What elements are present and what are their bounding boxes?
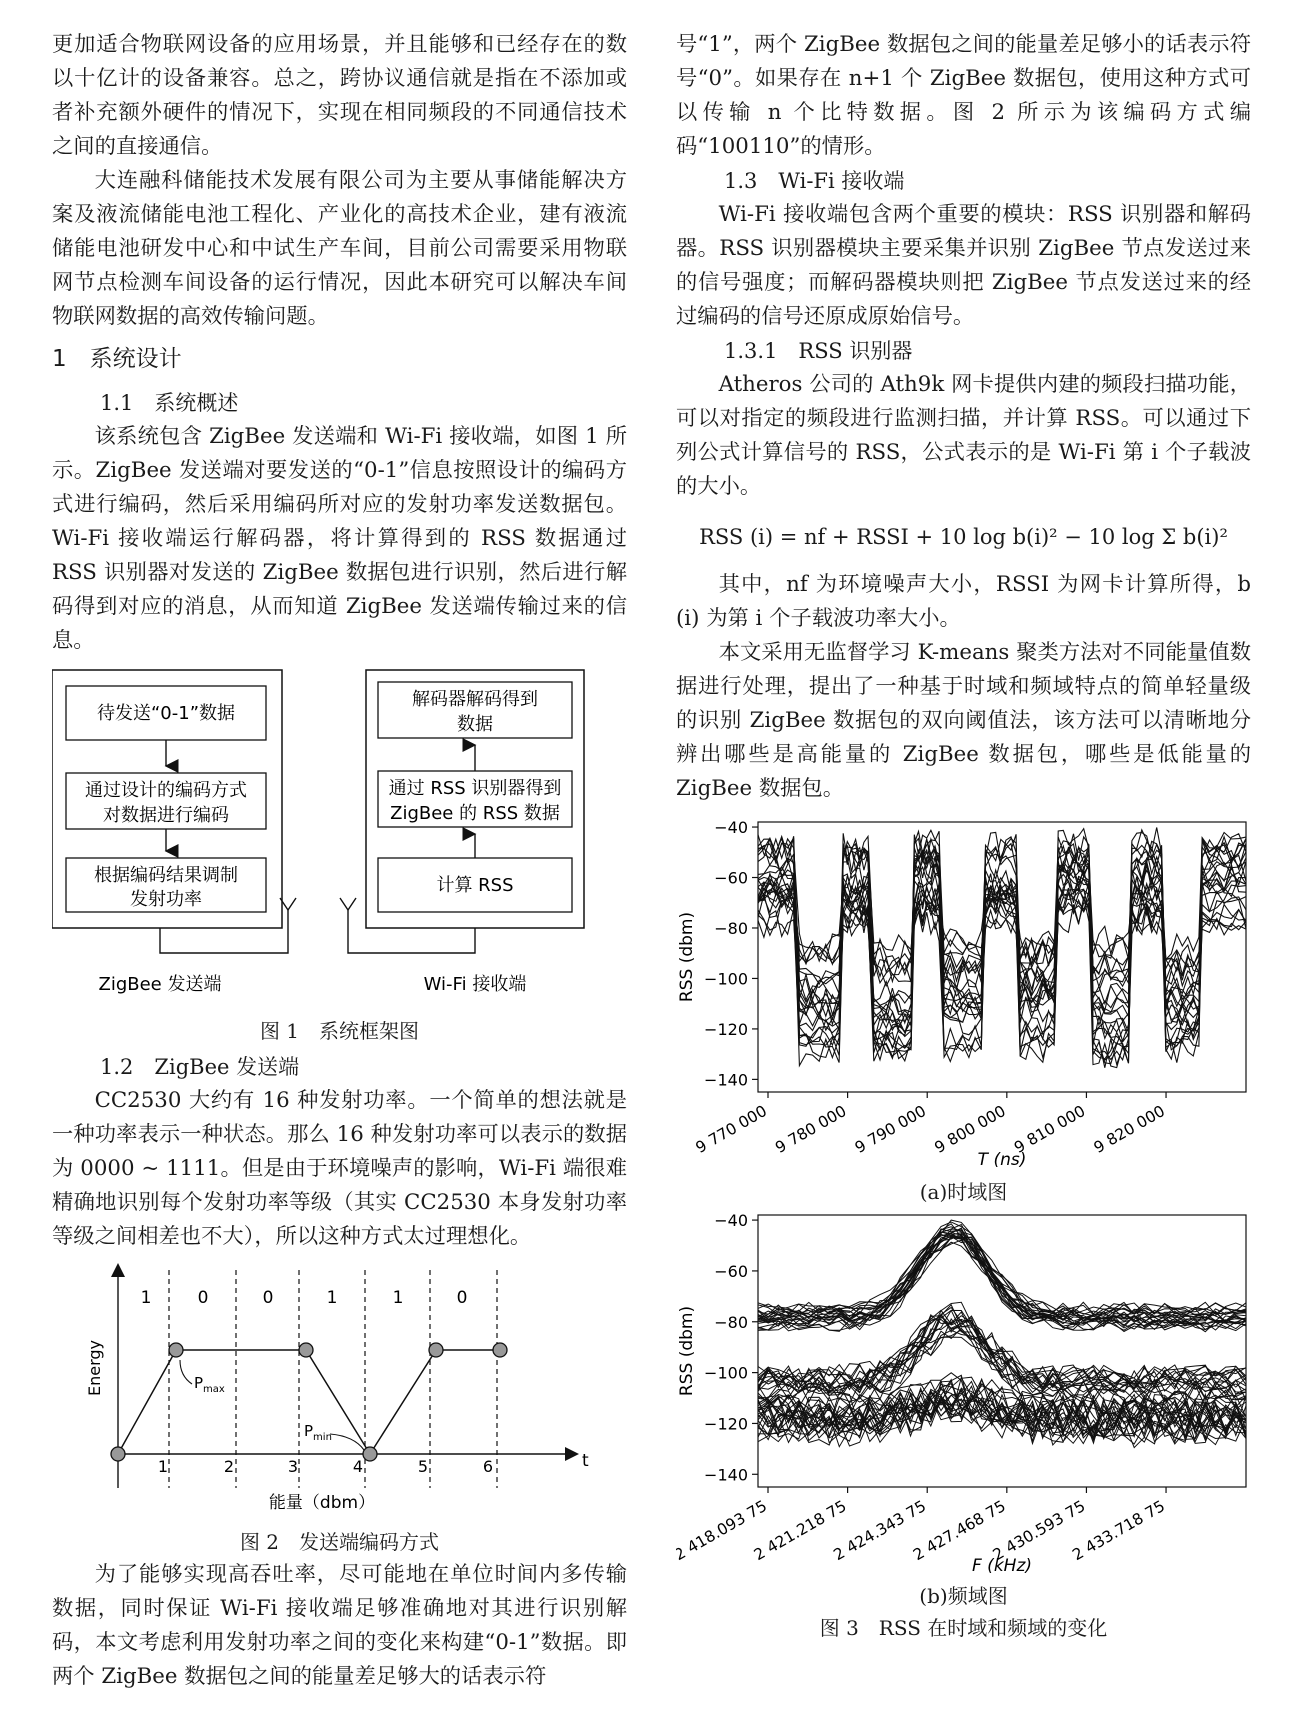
bit-label: 0 (456, 1288, 468, 1308)
antenna-icon (340, 898, 356, 910)
subfigure-caption: (a)时域图 (919, 1180, 1008, 1204)
y-axis-label: RSS (dbm) (677, 1305, 697, 1397)
tick-label: 3 (287, 1457, 299, 1476)
paragraph: Atheros 公司的 Ath9k 网卡提供内建的频段扫描功能，可以对指定的频段进行监测扫描，并计算 RSS。可以通过下列公式计算信号的 RSS，公式表示的是 Wi-Fi 第 i 个子载波的大小。 (676, 372, 1251, 499)
paragraph: 该系统包含 ZigBee 发送端和 Wi-Fi 接收端，如图 1 所示。ZigBee 发送端对要发送的“0-1”信息按照设计的编码方式进行编码，然后采用编码所对应的发射功率发送数据包。Wi-Fi 接收端运行解码器，将计算得到的 RSS 数据通过 RSS 识别器对发送的 ZigBee 数据包进行识别，然后进行解码得到对应的消息，从而知道 ZigBee 发送端传输过来的信息。 (52, 424, 627, 653)
y-tick-label: −40 (714, 1211, 748, 1231)
box-decode-label: 解码器解码得到 (412, 689, 538, 710)
subsubsection-heading: 1.3.1 RSS 识别器 (724, 339, 913, 363)
rss-series-line (758, 828, 1246, 1060)
box-rss-label: ZigBee 的 RSS 数据 (390, 803, 560, 824)
subsection-heading: 1.3 Wi-Fi 接收端 (724, 169, 905, 193)
paragraph: 其中，nf 为环境噪声大小，RSSI 为网卡计算所得，b (i) 为第 i 个子载波功率大小。 (676, 572, 1251, 631)
energy-point (363, 1447, 377, 1461)
box-calc-label: 计算 RSS (436, 875, 514, 896)
paragraph: Wi-Fi 接收端包含两个重要的模块：RSS 识别器和解码器。RSS 识别器模块主要采集并识别 ZigBee 节点发送过来的信号强度；而解码器模块则把 ZigBee 节点发送过来的经过编码的信号还原成原始信号。 (676, 202, 1251, 329)
y-tick-label: −60 (714, 1261, 748, 1281)
figure-3b (676, 1211, 1251, 1641)
y-axis-label: Energy (85, 1339, 104, 1397)
paragraph: CC2530 大约有 16 种发射功率。一个简单的想法就是一种功率表示一种状态。那么 16 种发射功率可以表示的数据为 0000 ~ 1111。但是由于环境噪声的影响，Wi-Fi 端很难精确地识别每个发射功率等级（其实 CC2530 本身发射功率等级之间相差也不大），所以这种方式太过理想化。 (52, 1088, 627, 1249)
y-tick-label: −120 (704, 1414, 748, 1434)
y-tick-label: −60 (714, 868, 748, 888)
rss-series-line (758, 832, 1246, 1058)
rss-series-line (758, 841, 1246, 1043)
y-tick-label: −80 (714, 1312, 748, 1332)
box-rss-label: 通过 RSS 识别器得到 (388, 778, 562, 799)
x-axis-label: F (kHz) (972, 1556, 1032, 1576)
rss-series-line (758, 843, 1246, 1043)
energy-point (299, 1343, 313, 1357)
x-tick-label: 9 800 000 (931, 1101, 1009, 1157)
y-tick-label: −120 (704, 1019, 748, 1039)
y-tick-label: −140 (704, 1070, 748, 1090)
box-modulate-label: 发射功率 (130, 889, 202, 910)
sender-label: ZigBee 发送端 (98, 974, 222, 995)
energy-point (429, 1343, 443, 1357)
x-axis-label: T (ns) (977, 1150, 1027, 1170)
x-tick-label: 2 433.718 75 (1069, 1496, 1169, 1565)
rss-series-line (758, 1236, 1246, 1324)
y-tick-label: −40 (714, 818, 748, 838)
subsection-heading: 1.1 系统概述 (100, 391, 239, 415)
y-tick-label: −100 (704, 1363, 748, 1383)
figure-caption: 图 3 RSS 在时域和频域的变化 (819, 1616, 1108, 1640)
tick-label: 6 (482, 1457, 494, 1476)
section-heading: 1 系统设计 (52, 346, 182, 372)
energy-point (169, 1343, 183, 1357)
x-tick-label: 9 790 000 (851, 1101, 930, 1157)
rss-series-line (758, 1224, 1246, 1320)
rss-series-group (758, 1220, 1246, 1448)
box-encode-label: 对数据进行编码 (103, 805, 229, 826)
tick-label: 4 (352, 1457, 364, 1476)
rss-series-line (758, 1222, 1246, 1314)
box-send-label: 待发送“0-1”数据 (96, 703, 236, 724)
paragraph: 更加适合物联网设备的应用场景，并且能够和已经存在的数以十亿计的设备兼容。总之，跨协议通信就是指在不添加或者补充额外硬件的情况下，实现在相同频段的不同通信技术之间的直接通信。 (52, 32, 627, 159)
frequency-domain-chart (676, 1211, 1251, 1576)
subfigure-caption: (b)频域图 (919, 1584, 1008, 1608)
time-domain-chart (676, 812, 1251, 1172)
subsection-heading: 1.2 ZigBee 发送端 (100, 1055, 300, 1079)
pmax-label: $P_{max}$ (194, 1374, 225, 1395)
figure-1 (52, 668, 627, 1048)
bit-label: 1 (392, 1288, 404, 1308)
x-tick-label: 2 427.468 75 (910, 1496, 1009, 1565)
bit-label: 0 (262, 1288, 274, 1308)
paragraph: 为了能够实现高吞吐率，尽可能地在单位时间内多传输数据，同时保证 Wi-Fi 接收端足够准确地对其进行识别解码，本文考虑利用发射功率之间的变化来构建“0-1”数据。即两个 ZigBee 数据包之间的能量差足够大的话表示符 (52, 1562, 627, 1689)
x-tick-label: 2 424.343 75 (830, 1496, 930, 1565)
tick-label: 5 (417, 1457, 429, 1476)
figure-caption: 图 1 系统框架图 (259, 1019, 420, 1043)
y-tick-label: −140 (704, 1465, 748, 1485)
y-tick-label: −80 (714, 918, 748, 938)
x-tick-label: 9 810 000 (1011, 1101, 1089, 1157)
rss-series-line (758, 830, 1246, 1057)
bit-label: 1 (140, 1288, 152, 1308)
x-tick-label: 2 421.218 75 (750, 1496, 850, 1565)
rss-formula: RSS (i) = nf + RSSI + 10 log b(i)² − 10 log Σ b(i)² (699, 525, 1228, 549)
x-tick-label: 2 430.593 75 (989, 1496, 1089, 1565)
x-tick-label: 2 418.093 75 (676, 1496, 770, 1565)
y-tick-label: −100 (704, 969, 748, 989)
figure-3a (676, 812, 1251, 1207)
x-tick-label: 9 820 000 (1090, 1101, 1169, 1157)
receiver-label: Wi-Fi 接收端 (423, 974, 527, 995)
x-tick-label: 9 780 000 (772, 1101, 850, 1157)
tick-label: 2 (223, 1457, 235, 1476)
rss-series-line (758, 843, 1246, 1067)
x-tick-label: 9 770 000 (692, 1101, 770, 1157)
y-axis-label: RSS (dbm) (677, 911, 697, 1003)
tick-label: 1 (157, 1457, 169, 1476)
figure-2 (52, 1258, 627, 1558)
pmin-label: $P_{min}$ (304, 1422, 332, 1443)
rss-series-group (758, 828, 1246, 1068)
t-axis-label: t (582, 1451, 589, 1471)
rss-series-line (758, 834, 1246, 1061)
encoding-diagram (52, 1258, 627, 1520)
box-modulate-label: 根据编码结果调制 (94, 865, 238, 886)
bit-label: 0 (197, 1288, 209, 1308)
figure-caption: 图 2 发送端编码方式 (239, 1530, 440, 1554)
right-column (676, 28, 1251, 1641)
box-encode-label: 通过设计的编码方式 (85, 780, 247, 801)
energy-point (111, 1447, 125, 1461)
x-axis-caption: 能量（dbm） (268, 1493, 376, 1513)
paragraph: 号“1”，两个 ZigBee 数据包之间的能量差足够小的话表示符号“0”。如果存在 n+1 个 ZigBee 数据包，使用这种方式可以传输 n 个比特数据。图 2 所示为该编码方式编码“100110”的情形。 (676, 32, 1251, 159)
box-decode-label: 数据 (457, 714, 493, 735)
energy-point (493, 1343, 507, 1357)
paragraph: 大连融科储能技术发展有限公司为主要从事储能解决方案及液流储能电池工程化、产业化的高技术企业，建有液流储能电池研发中心和中试生产车间，目前公司需要采用物联网节点检测车间设备的运行情况，因此本研究可以解决车间物联网数据的高效传输问题。 (52, 168, 627, 329)
system-framework-diagram (52, 668, 627, 1013)
left-column (52, 28, 627, 1694)
bit-label: 1 (326, 1288, 338, 1308)
paragraph: 本文采用无监督学习 K-means 聚类方法对不同能量值数据进行处理，提出了一种基于时域和频域特点的简单轻量级的识别 ZigBee 数据包的双向阈值法，该方法可以清晰地分辨出哪些是高能量的 ZigBee 数据包，哪些是低能量的 ZigBee 数据包。 (676, 640, 1251, 801)
